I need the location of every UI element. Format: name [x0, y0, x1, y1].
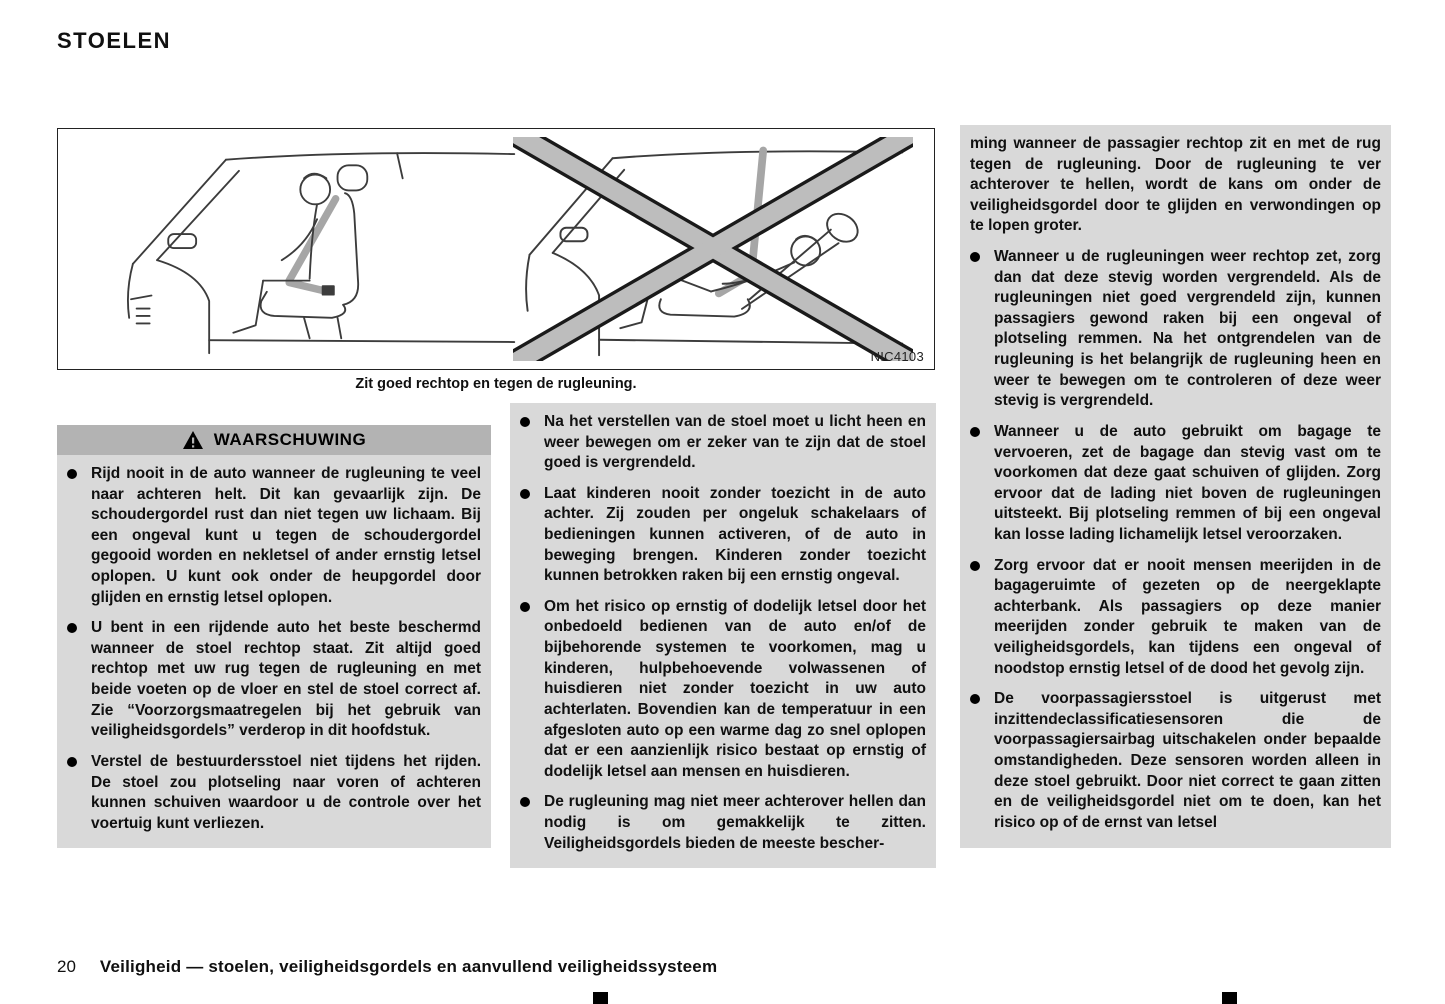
- bullet-icon: [520, 792, 544, 854]
- warning-bullet: [67, 752, 481, 834]
- bullet-icon: [520, 412, 544, 474]
- bullet-icon: [67, 464, 91, 608]
- bullet-icon: [520, 597, 544, 782]
- warning-column-2: [510, 403, 936, 868]
- warning-triangle-icon: [182, 430, 204, 450]
- bullet-icon: [970, 556, 994, 680]
- print-registration-mark: [1222, 992, 1237, 1004]
- warning-header: [57, 425, 491, 455]
- figure-box: [57, 128, 935, 370]
- print-registration-mark: [593, 992, 608, 1004]
- warning-column-1: [57, 425, 491, 848]
- warning-bullet: [67, 618, 481, 742]
- warning-column-3: [960, 125, 1391, 848]
- correct-posture-illustration-icon: [118, 137, 518, 361]
- warning-text: De rugleuning mag niet meer achterover hellen dan nodig is om gemakkelijk te zitten. Veiligheidsgordels bieden de meeste bescher-: [544, 793, 926, 852]
- warning-text: Na het verstellen van de stoel moet u licht heen en weer bewegen om er zeker van te zijn dat de stoel goed is vergrendeld.: [544, 413, 926, 472]
- warning-body-col1: [57, 455, 491, 848]
- warning-bullet: [520, 412, 926, 474]
- bullet-icon: [520, 484, 544, 587]
- warning-bullet: [970, 247, 1381, 412]
- warning-bullet: [970, 689, 1381, 833]
- bullet-icon: [67, 752, 91, 834]
- page-title: STOELEN: [57, 28, 172, 53]
- figure-caption: Zit goed rechtop en tegen de rugleuning.: [355, 376, 637, 392]
- warning-text: De voorpassagiersstoel is uitgerust met inzittendeclassificatiesensoren die de voorpassagiersairbag uitschakelen onder bepaalde omstandigheden. Deze sensoren worden alleen in deze stoel gebruikt. Door niet correct te gaan zitten en de veiligheidsgordel niet om te doen, kan het risico op of de ernst van letsel: [994, 690, 1381, 831]
- bullet-icon: [67, 618, 91, 742]
- warning-continuation-text: ming wanneer de passagier rechtop zit en met de rug tegen de rugleuning. Door de rugleuning te ver achterover te hellen, wordt de kans om onder de veiligheidsgordel door te glijden en verwondingen op te lopen groter.: [970, 135, 1381, 235]
- bullet-icon: [970, 422, 994, 546]
- warning-bullet: [970, 422, 1381, 546]
- warning-bullet: [520, 597, 926, 782]
- warning-text: Verstel de bestuurdersstoel niet tijdens het rijden. De stoel zou plotseling naar voren of achteren kunnen schuiven waardoor u de controle over het voertuig kunt verliezen.: [91, 752, 481, 832]
- figure-reference-code: NIC4103: [870, 349, 924, 364]
- warning-bullet: [520, 792, 926, 854]
- bullet-icon: [970, 247, 994, 412]
- warning-text: Zorg ervoor dat er nooit mensen meerijden in de bagageruimte of gezeten op de neergeklapte achterbank. Als passagiers op deze manier meerijden zonder gebruik te maken van de veiligheidsgordels, kan tijdens een ongeval of noodstop ernstig letsel of de dood het gevolg zijn.: [994, 556, 1381, 677]
- footer-section-title: Veiligheid — stoelen, veiligheidsgordels en aanvullend veiligheidssysteem: [99, 957, 718, 976]
- reclined-posture-crossed-out-illustration-icon: [513, 137, 913, 361]
- warning-bullet: [970, 556, 1381, 680]
- warning-text: Wanneer u de rugleuningen weer rechtop zet, zorg dan dat deze stevig worden vergrendeld. Als de rugleuningen niet goed vergrendeld zijn, kunnen passagiers gewond raken bij een ongeval of plotseling remmen. Na het ontgrendelen van de rugleuning is het belangrijk de rugleuning heen en weer te bewegen om te controleren of deze weer stevig is vergrendeld.: [994, 248, 1381, 410]
- warning-body-col3: [960, 125, 1391, 848]
- page-footer: [57, 957, 717, 977]
- warning-bullet: [67, 464, 481, 608]
- warning-text: Laat kinderen nooit zonder toezicht in de auto achter. Zij zouden per ongeluk schakelaars of bedieningen kunnen activeren, of de auto in beweging brengen. Kinderen zonder toezicht kunnen betrokken raken bij een ernstig ongeval.: [544, 484, 926, 585]
- warning-header-label: WAARSCHUWING: [213, 430, 367, 449]
- warning-body-col2: [510, 403, 936, 868]
- page-number: 20: [57, 957, 76, 976]
- warning-bullet: [520, 484, 926, 587]
- bullet-icon: [970, 689, 994, 833]
- warning-text: Om het risico op ernstig of dodelijk letsel door het onbedoeld bedienen van de auto en/of de bijbehorende systemen te voorkomen, mag u kinderen, hulpbehoevende volwassenen of huisdieren niet zonder toezicht in uw auto achterlaten. Bovendien kan de temperatuur in een afgesloten auto op een warme dag zo snel oplopen dat er een aanzienlijk risico bestaat op ernstig of dodelijk letsel aan mensen en huisdieren.: [544, 597, 926, 780]
- warning-text: Rijd nooit in de auto wanneer de rugleuning te veel naar achteren helt. Dit kan gevaarlijk zijn. De schoudergordel rust dan niet tegen uw lichaam. Bij een ongeval kunt u tegen de schoudergordel gegooid worden en nekletsel of ander ernstig letsel oplopen. U kunt ook onder de heupgordel door glijden en ernstig letsel oplopen.: [91, 465, 481, 606]
- warning-text: Wanneer u de auto gebruikt om bagage te vervoeren, zet de bagage dan stevig vast om te voorkomen dat deze gaat schuiven of glijden. Zorg ervoor dat de lading niet boven de rugleuningen uitsteekt. Bij plotseling remmen of bij een ongeval kan losse lading lichamelijk letsel veroorzaken.: [994, 422, 1381, 543]
- warning-text: U bent in een rijdende auto het beste beschermd wanneer de stoel rechtop staat. Zit altijd goed rechtop met uw rug tegen de rugleuning en met beide voeten op de vloer en stel de stoel correct af. Zie “Voorzorgsmaatregelen bij het gebruik van veiligheidsgordels” verderop in dit hoofdstuk.: [91, 619, 481, 740]
